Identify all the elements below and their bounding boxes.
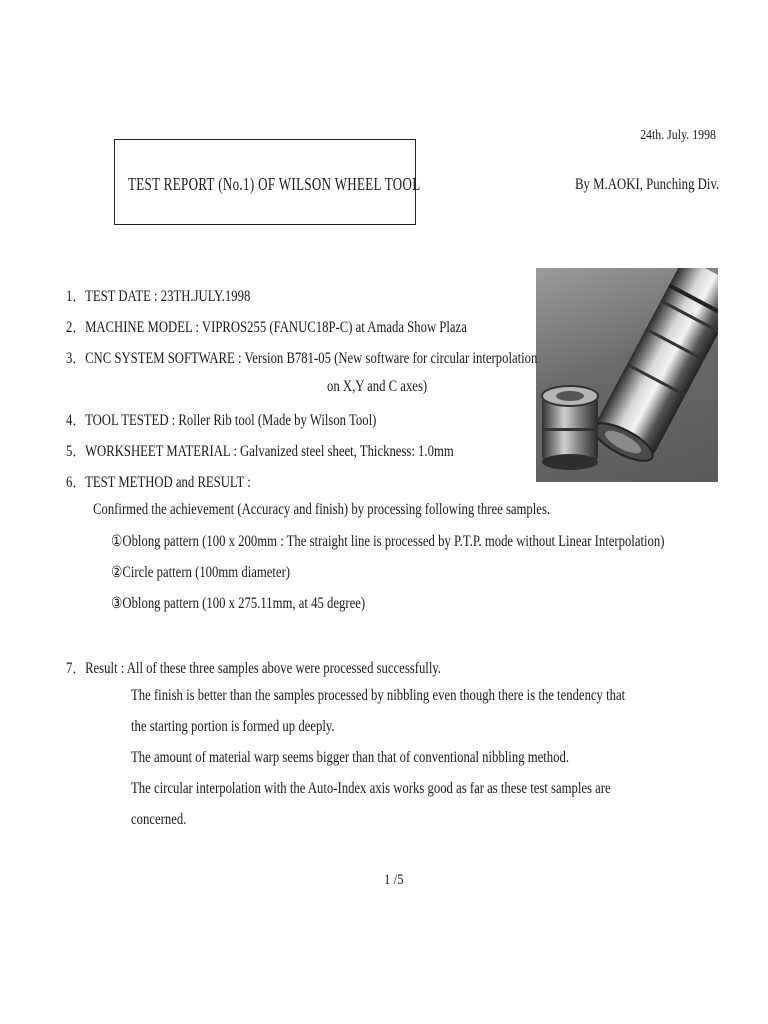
result-line-1: The finish is better than the samples processed by nibbling even though there is the tendency that bbox=[131, 687, 626, 704]
result-line-5: concerned. bbox=[131, 811, 187, 828]
item-tool-tested: 4．TOOL TESTED : Roller Rib tool (Made by Wilson Tool) bbox=[66, 412, 377, 429]
item-cnc-software-cont: on X,Y and C axes) bbox=[327, 378, 428, 395]
report-date: 24th. July. 1998 bbox=[640, 128, 716, 143]
page-number: 1 /5 bbox=[384, 872, 404, 888]
item-machine-model: 2．MACHINE MODEL : VIPROS255 (FANUC18P-C) at Amada Show Plaza bbox=[66, 319, 467, 336]
roller-tool-image bbox=[536, 268, 718, 482]
sample-2: ②Circle pattern (100mm diameter) bbox=[111, 564, 291, 581]
report-author: By M.AOKI, Punching Div. bbox=[575, 176, 720, 193]
result-heading: 7．Result : All of these three samples above were processed successfully. bbox=[66, 660, 442, 677]
result-line-4: The circular interpolation with the Auto-Index axis works good as far as these test samples are bbox=[131, 780, 611, 797]
tool-photo bbox=[536, 268, 718, 482]
sample-3: ③Oblong pattern (100 x 275.11mm, at 45 degree) bbox=[111, 595, 366, 612]
report-title: TEST REPORT (No.1) OF WILSON WHEEL TOOL bbox=[128, 174, 421, 194]
result-line-2: the starting portion is formed up deeply. bbox=[131, 718, 335, 735]
item-test-date: 1．TEST DATE : 23TH.JULY.1998 bbox=[66, 288, 251, 305]
item-cnc-software: 3．CNC SYSTEM SOFTWARE : Version B781-05 (New software for circular interpolation bbox=[66, 350, 538, 367]
result-line-3: The amount of material warp seems bigger than that of conventional nibbling method. bbox=[131, 749, 570, 766]
item-worksheet-material: 5．WORKSHEET MATERIAL : Galvanized steel sheet, Thickness: 1.0mm bbox=[66, 443, 454, 460]
method-intro: Confirmed the achievement (Accuracy and finish) by processing following three samples. bbox=[93, 501, 551, 518]
sample-1: ①Oblong pattern (100 x 200mm : The straight line is processed by P.T.P. mode without Linear Interpolation) bbox=[111, 533, 665, 550]
item-test-method: 6．TEST METHOD and RESULT : bbox=[66, 474, 251, 491]
